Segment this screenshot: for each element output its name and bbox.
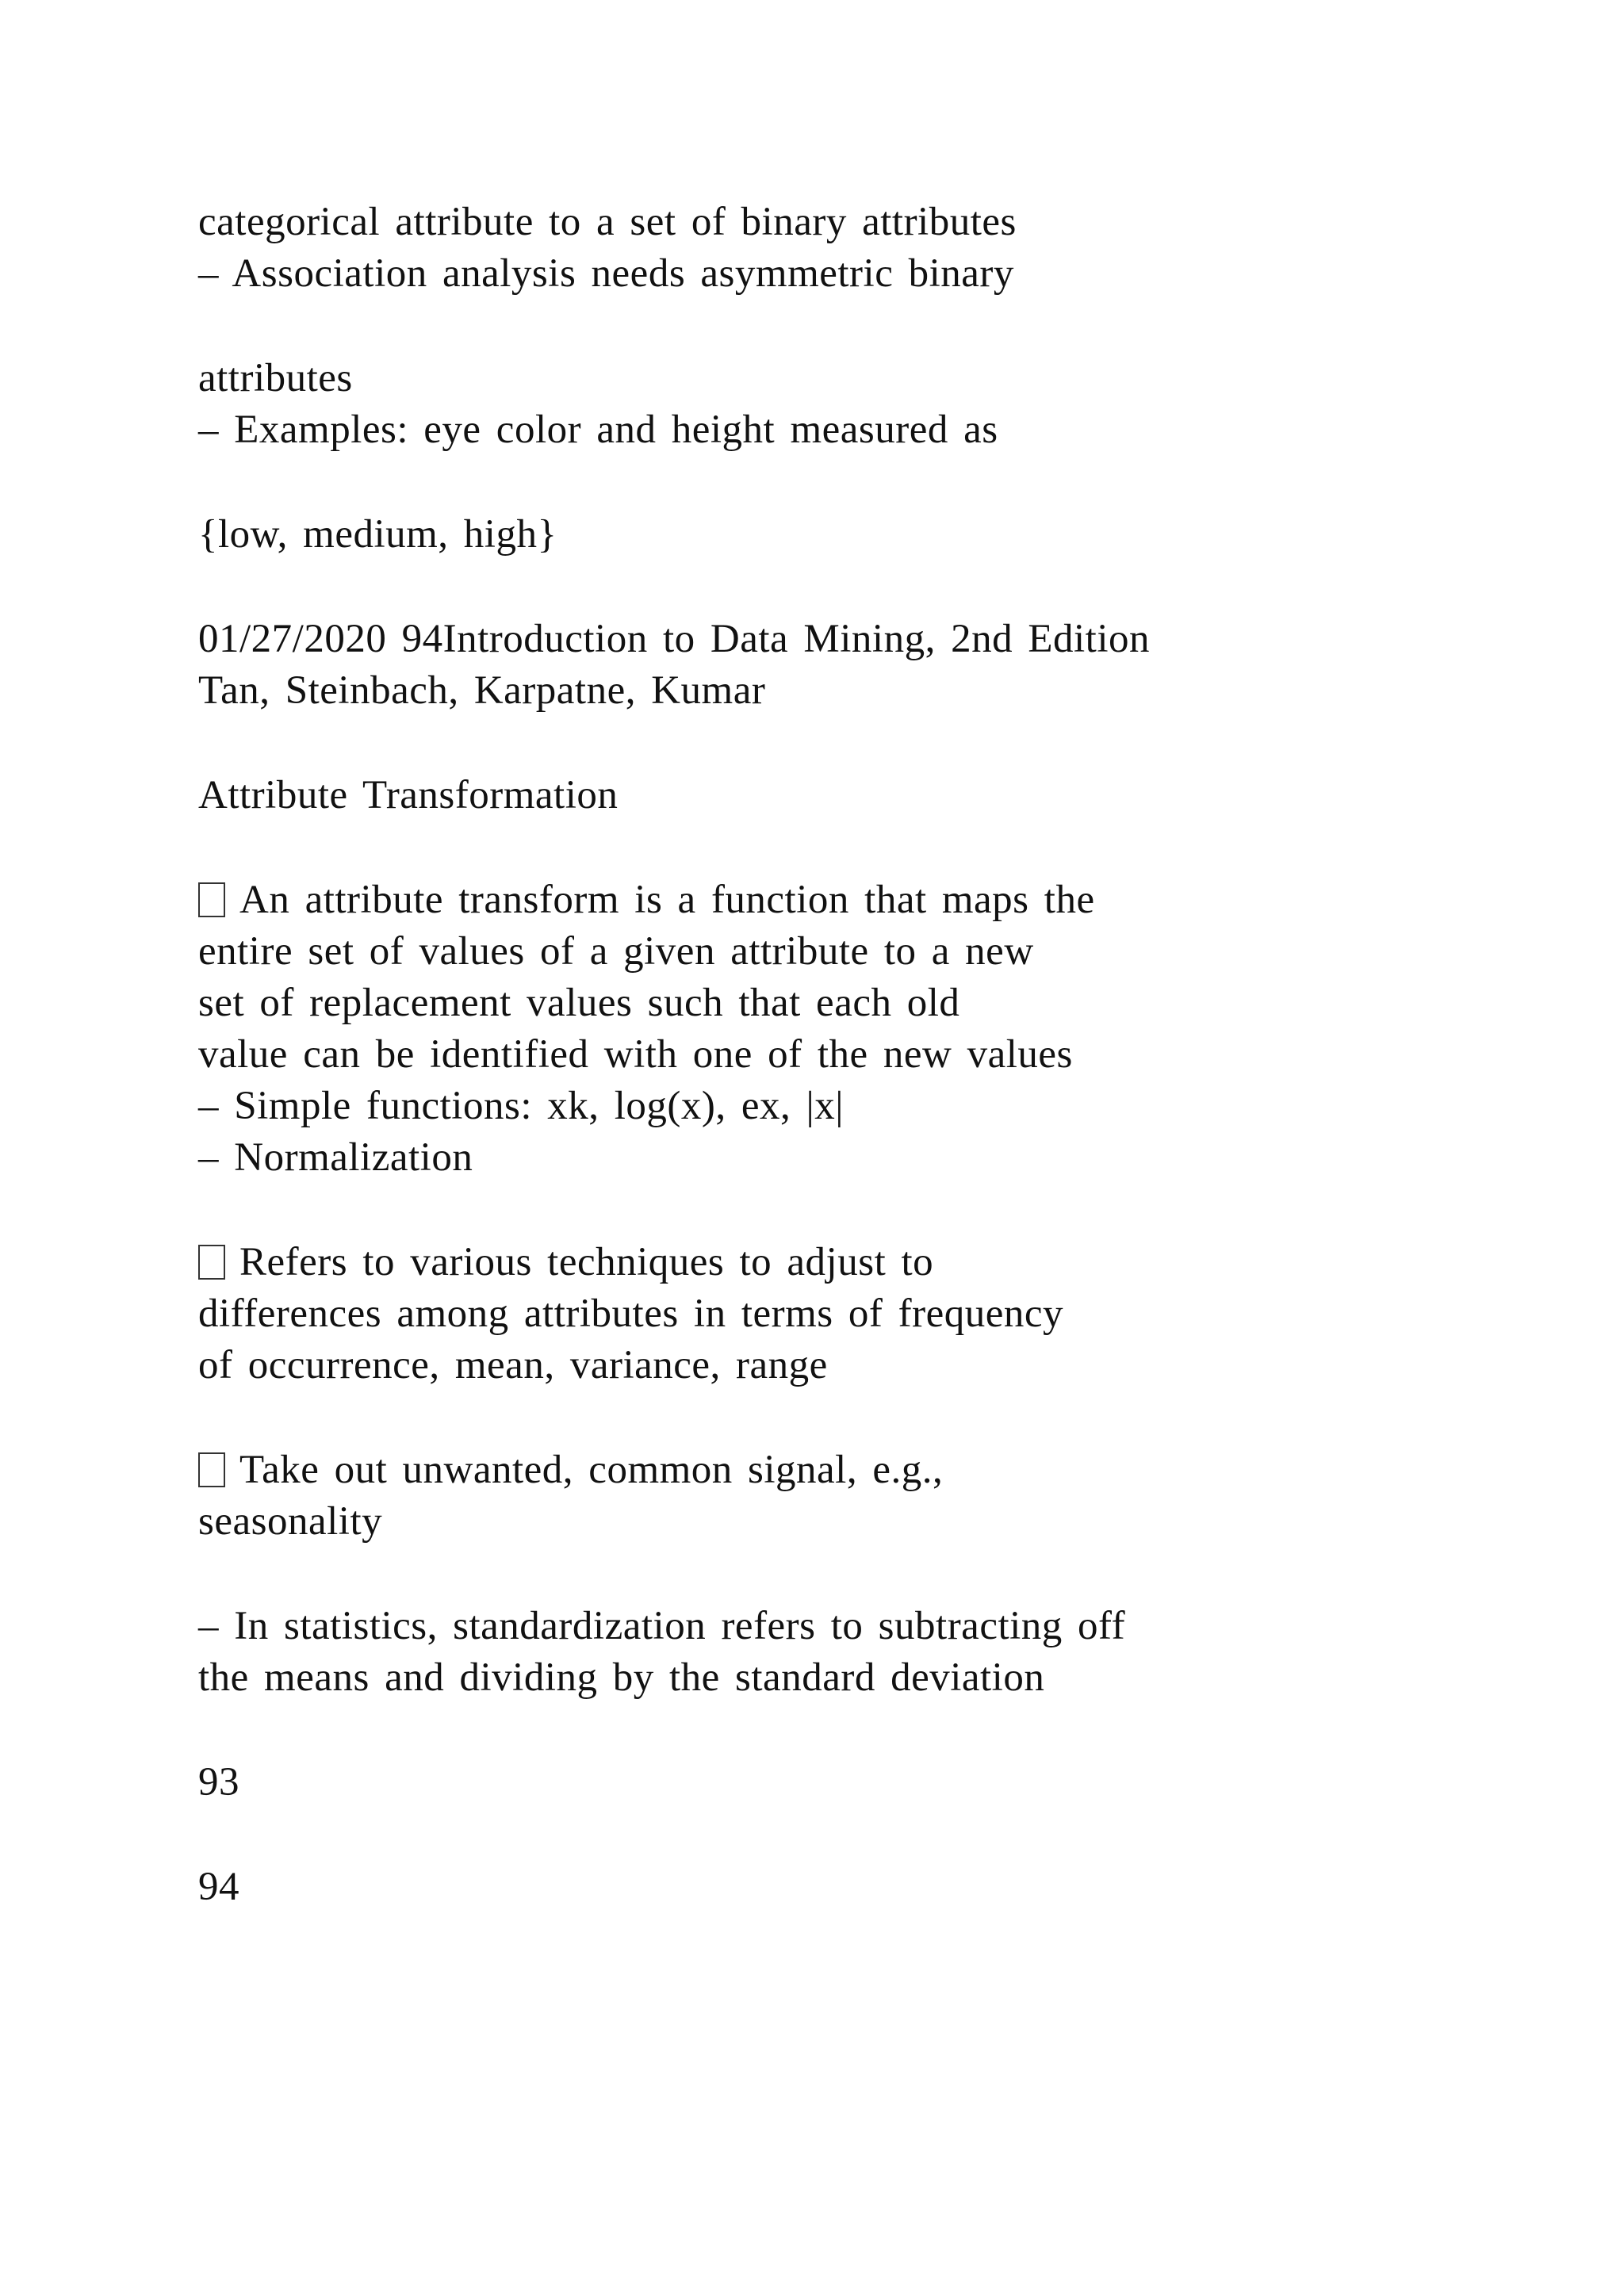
line-text: Take out unwanted, common signal, e.g., bbox=[239, 1448, 944, 1492]
line-text: of occurrence, mean, variance, range bbox=[198, 1343, 828, 1387]
line-text: – Association analysis needs asymmetric binary bbox=[198, 251, 1014, 296]
text-line bbox=[198, 354, 353, 402]
line-text: 94 bbox=[198, 1865, 239, 1909]
text-line bbox=[198, 1031, 1073, 1078]
line-text: Tan, Steinbach, Karpatne, Kumar bbox=[198, 668, 766, 713]
line-text: differences among attributes in terms of frequency bbox=[198, 1292, 1064, 1336]
line-text: 01/27/2020 94Introduction to Data Mining, 2nd Edition bbox=[198, 617, 1150, 661]
line-text: – In statistics, standardization refers to subtracting off bbox=[198, 1604, 1126, 1648]
text-line bbox=[198, 1290, 1063, 1337]
line-text: {low, medium, high} bbox=[198, 512, 557, 557]
text-line bbox=[198, 1654, 1044, 1701]
text-line bbox=[198, 928, 1034, 975]
text-line bbox=[198, 198, 1017, 246]
bullet-line bbox=[198, 1446, 943, 1494]
bullet-line bbox=[198, 1238, 933, 1286]
text-line bbox=[198, 1082, 844, 1130]
text-line bbox=[198, 1134, 473, 1181]
text-line bbox=[198, 979, 959, 1027]
text-line bbox=[198, 1341, 828, 1389]
text-line bbox=[198, 511, 557, 558]
line-text: 93 bbox=[198, 1760, 239, 1804]
page-number bbox=[198, 1863, 239, 1911]
line-text: attributes bbox=[198, 356, 353, 400]
bullet-square-icon bbox=[198, 1452, 225, 1487]
page-number bbox=[198, 1758, 239, 1806]
line-text: – Simple functions: xk, log(x), ex, |x| bbox=[198, 1084, 844, 1128]
text-line bbox=[198, 1498, 382, 1545]
section-title bbox=[198, 771, 618, 819]
line-text: set of replacement values such that each old bbox=[198, 981, 960, 1025]
line-text: seasonality bbox=[198, 1499, 383, 1544]
text-line bbox=[198, 406, 998, 453]
line-text: value can be identified with one of the new values bbox=[198, 1032, 1073, 1077]
line-text: Attribute Transformation bbox=[198, 773, 619, 817]
footer-date-title bbox=[198, 615, 1150, 663]
line-text: categorical attribute to a set of binary attributes bbox=[198, 200, 1017, 244]
line-text: the means and dividing by the standard deviation bbox=[198, 1655, 1045, 1700]
line-text: Refers to various techniques to adjust to bbox=[239, 1240, 934, 1284]
footer-authors bbox=[198, 667, 765, 714]
bullet-square-icon bbox=[198, 882, 225, 917]
text-line bbox=[198, 250, 1014, 297]
line-text: – Examples: eye color and height measured as bbox=[198, 408, 998, 452]
text-line bbox=[198, 1602, 1125, 1650]
bullet-line bbox=[198, 876, 1095, 924]
bullet-square-icon bbox=[198, 1245, 225, 1280]
line-text: An attribute transform is a function that maps the bbox=[239, 878, 1095, 922]
line-text: – Normalization bbox=[198, 1135, 473, 1180]
line-text: entire set of values of a given attribute to a new bbox=[198, 929, 1034, 974]
